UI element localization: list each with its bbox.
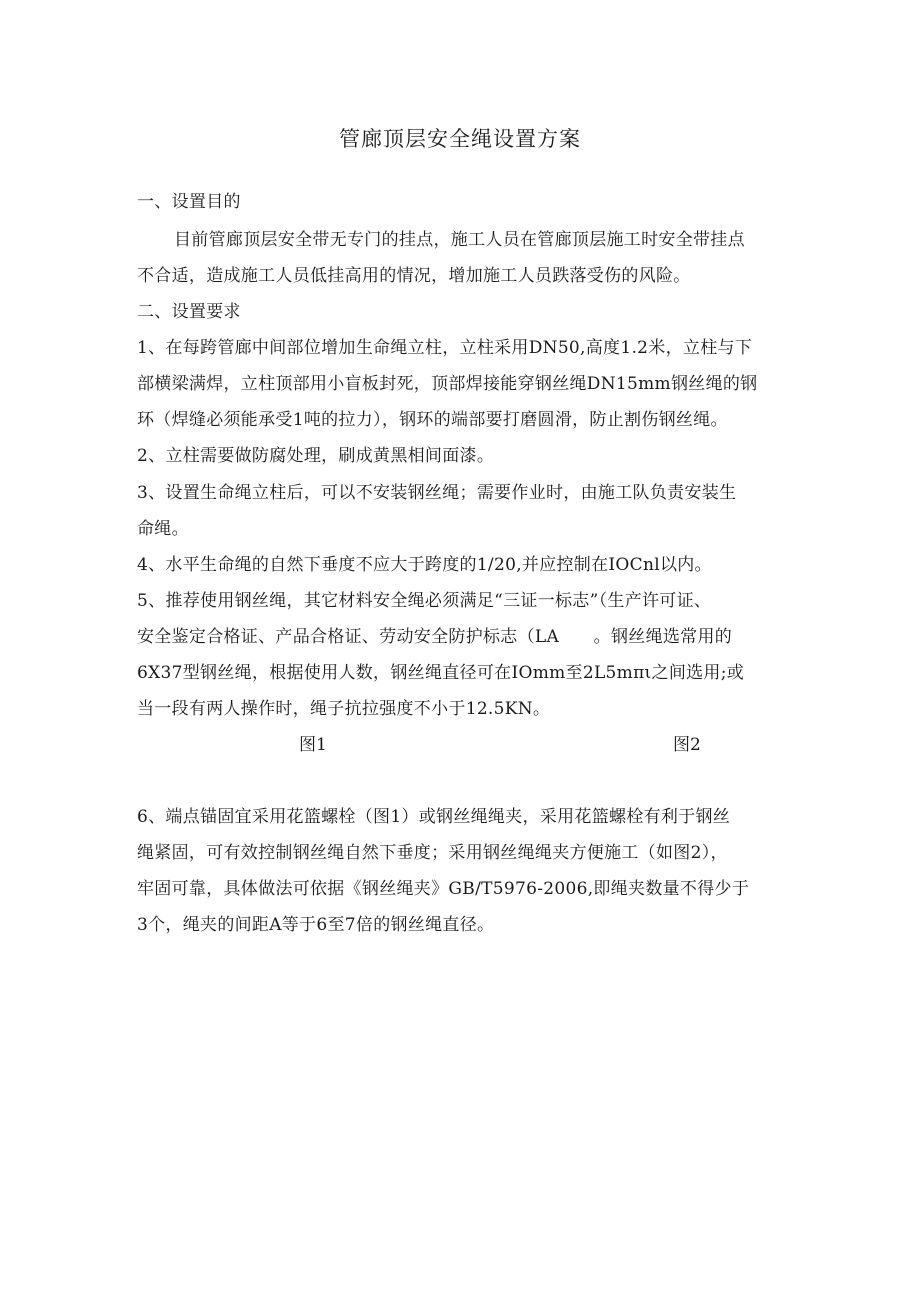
section-heading-purpose: 一、设置目的 [137, 192, 241, 212]
requirement-item-5: 安全鉴定合格证、产品合格证、劳动安全防护标志（LA 。钢丝绳选常用的 [137, 627, 733, 647]
requirement-item-3: 命绳。 [137, 519, 189, 539]
section-heading-requirements: 二、设置要求 [137, 302, 241, 322]
figure-1-caption: 图1 [299, 735, 327, 755]
paragraph-line: 目前管廊顶层安全带无专门的挂点，施工人员在管廊顶层施工时安全带挂点 [174, 230, 745, 250]
requirement-item-1: 部横梁满焊，立柱顶部用小盲板封死，顶部焊接能穿钢丝绳DN15mm钢丝绳的钢 [137, 374, 758, 394]
requirement-item-5: 5、推荐使用钢丝绳，其它材料安全绳必须满足“三证一标志”（生产许可证、 [137, 591, 712, 611]
document-title: 管廊顶层安全绳设置方案 [339, 127, 581, 151]
requirement-item-6: 6、端点锚固宜采用花篮螺栓（图1）或钢丝绳绳夹，采用花篮螺栓有利于钢丝 [137, 807, 731, 827]
requirement-item-6: 绳紧固，可有效控制钢丝绳自然下垂度；采用钢丝绳绳夹方便施工（如图2）， [137, 843, 728, 863]
requirement-item-4: 4、水平生命绳的自然下垂度不应大于跨度的1/20,并应控制在IOCnl以内。 [137, 555, 712, 575]
requirement-item-5: 当一段有两人操作时，绳子抗拉强度不小于12.5KN。 [137, 699, 551, 719]
requirement-item-1: 1、在每跨管廊中间部位增加生命绳立柱，立柱采用DN50,高度1.2米，立柱与下 [137, 338, 753, 358]
requirement-item-6: 3个，绳夹的间距A等于6至7倍的钢丝绳直径。 [137, 915, 495, 935]
requirement-item-3: 3、设置生命绳立柱后，可以不安装钢丝绳；需要作业时，由施工队负责安装生 [137, 483, 737, 503]
figure-2-caption: 图2 [673, 735, 701, 755]
requirement-item-6: 牢固可靠，具体做法可依据《钢丝绳夹》GB/T5976-2006,即绳夹数量不得少于 [137, 879, 750, 899]
requirement-item-2: 2、立柱需要做防腐处理，刷成黄黑相间面漆。 [137, 446, 495, 466]
requirement-item-1: 环（焊缝必须能承受1吨的拉力），钢环的端部要打磨圆滑，防止割伤钢丝绳。 [137, 410, 728, 430]
paragraph-line: 不合适，造成施工人员低挂高用的情况，增加施工人员跌落受伤的风险。 [137, 266, 691, 286]
requirement-item-5: 6X37型钢丝绳，根据使用人数，钢丝绳直径可在IOmm至2L5mπι之间选用;或 [137, 663, 745, 683]
